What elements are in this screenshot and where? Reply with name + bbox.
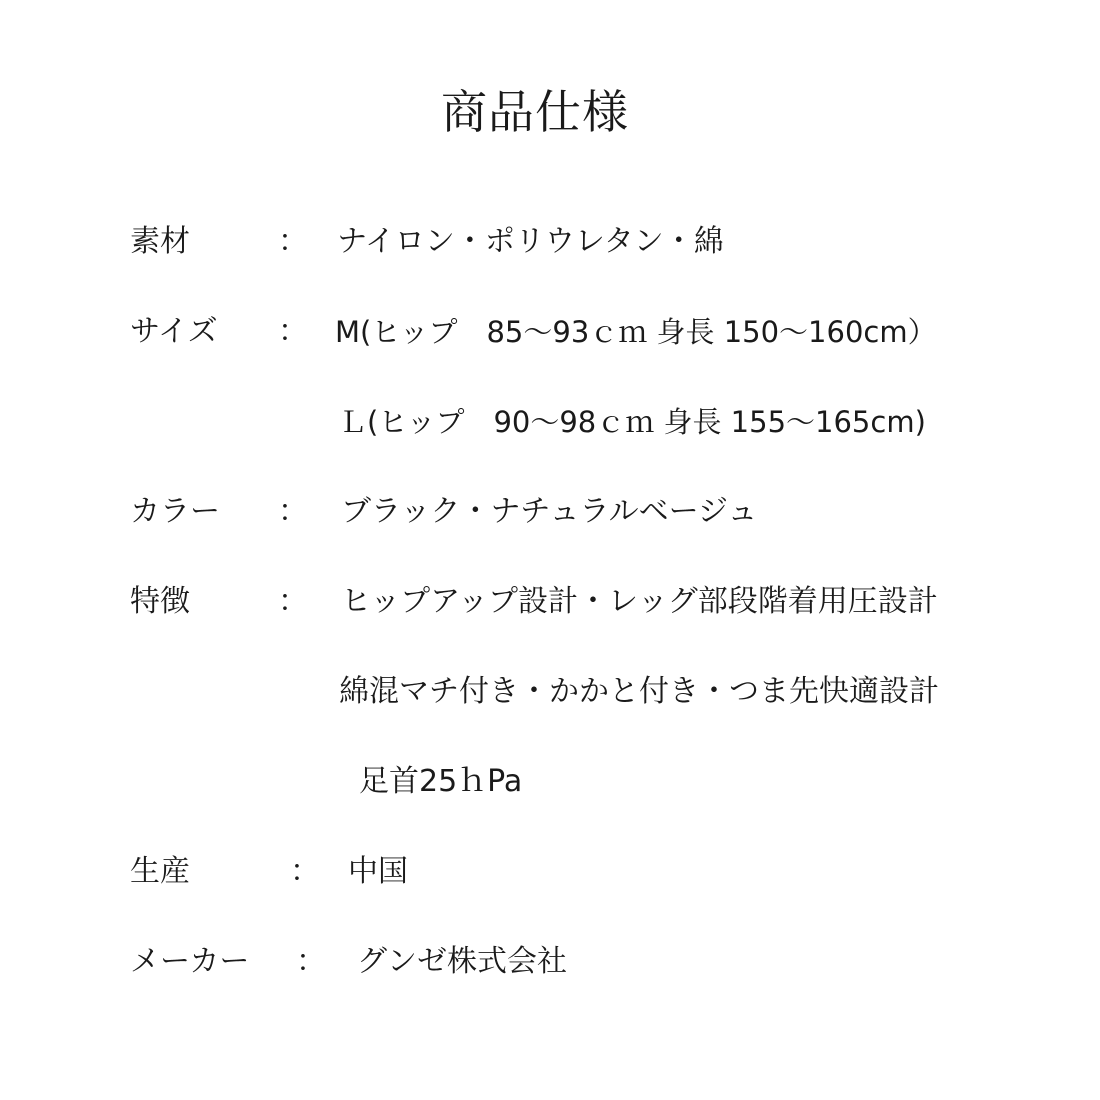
size-value-m: M(ヒップ 85～93ｃｍ 身長 150～160cm） (335, 315, 937, 349)
origin-value: 中国 (348, 854, 408, 889)
maker-colon: ： (296, 944, 326, 979)
page-title: 商品仕様 (441, 85, 629, 139)
material-colon: ： (278, 224, 308, 259)
maker-label: メーカー (130, 944, 250, 979)
material-label: 素材 (130, 224, 190, 259)
features-label: 特徴 (130, 584, 190, 619)
size-value-l: Ｌ(ヒップ 90～98ｃｍ 身長 155～165cm) (338, 405, 926, 439)
material-value: ナイロン・ポリウレタン・綿 (337, 224, 724, 259)
origin-colon: ： (290, 854, 320, 889)
features-line-1: ヒップアップ設計・レッグ部段階着用圧設計 (341, 584, 938, 619)
color-label: カラー (130, 494, 220, 529)
features-line-2: 綿混マチ付き・かかと付き・つま先快適設計 (339, 674, 939, 709)
origin-label: 生産 (130, 854, 190, 889)
color-value: ブラック・ナチュラルベージュ (341, 494, 758, 529)
maker-value: グンゼ株式会社 (357, 944, 567, 979)
size-colon: ： (278, 314, 308, 349)
size-label: サイズ (130, 314, 218, 349)
features-line-3: 足首25ｈPa (359, 764, 523, 799)
color-colon: ： (278, 494, 308, 529)
features-colon: ： (278, 584, 308, 619)
